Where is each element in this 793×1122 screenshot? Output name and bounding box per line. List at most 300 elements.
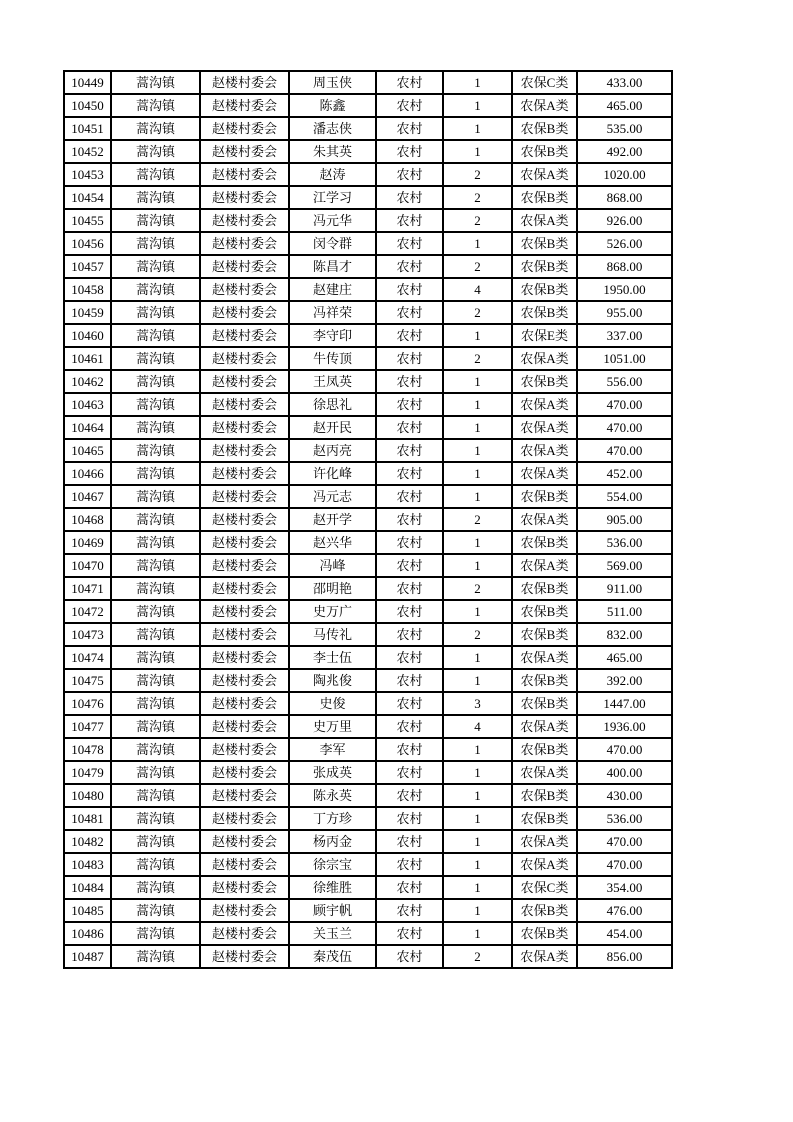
cell-insurance-type: 农保A类: [512, 853, 577, 876]
cell-insurance-type: 农保B类: [512, 278, 577, 301]
table-row: [64, 209, 672, 232]
cell-person-name: 史万广: [289, 600, 376, 623]
table-row: [64, 232, 672, 255]
cell-residence-type: 农村: [376, 945, 443, 968]
cell-village-committee: 赵楼村委会: [200, 278, 289, 301]
cell-residence-type: 农村: [376, 278, 443, 301]
cell-residence-type: 农村: [376, 186, 443, 209]
cell-person-count: 1: [443, 324, 512, 347]
cell-residence-type: 农村: [376, 646, 443, 669]
cell-insurance-type: 农保C类: [512, 71, 577, 94]
cell-residence-type: 农村: [376, 232, 443, 255]
cell-insurance-type: 农保B类: [512, 485, 577, 508]
table-row: [64, 462, 672, 485]
cell-person-name: 顾宇帆: [289, 899, 376, 922]
cell-person-name: 李守印: [289, 324, 376, 347]
cell-town: 蒿沟镇: [111, 186, 200, 209]
cell-residence-type: 农村: [376, 347, 443, 370]
table-row: [64, 715, 672, 738]
cell-person-count: 1: [443, 140, 512, 163]
cell-record-id: 10480: [64, 784, 111, 807]
cell-insurance-type: 农保A类: [512, 830, 577, 853]
cell-record-id: 10470: [64, 554, 111, 577]
cell-town: 蒿沟镇: [111, 301, 200, 324]
cell-residence-type: 农村: [376, 899, 443, 922]
cell-person-name: 赵建庄: [289, 278, 376, 301]
cell-person-count: 1: [443, 876, 512, 899]
cell-record-id: 10486: [64, 922, 111, 945]
table-row: [64, 186, 672, 209]
cell-amount: 470.00: [577, 439, 672, 462]
cell-residence-type: 农村: [376, 623, 443, 646]
cell-residence-type: 农村: [376, 439, 443, 462]
cell-amount: 856.00: [577, 945, 672, 968]
table-row: [64, 94, 672, 117]
cell-person-count: 1: [443, 462, 512, 485]
cell-town: 蒿沟镇: [111, 807, 200, 830]
cell-town: 蒿沟镇: [111, 899, 200, 922]
cell-insurance-type: 农保C类: [512, 876, 577, 899]
cell-residence-type: 农村: [376, 876, 443, 899]
table-row: [64, 784, 672, 807]
cell-town: 蒿沟镇: [111, 117, 200, 140]
table-row: [64, 899, 672, 922]
cell-town: 蒿沟镇: [111, 278, 200, 301]
cell-village-committee: 赵楼村委会: [200, 347, 289, 370]
cell-town: 蒿沟镇: [111, 577, 200, 600]
cell-person-count: 2: [443, 209, 512, 232]
cell-person-name: 闵令群: [289, 232, 376, 255]
cell-village-committee: 赵楼村委会: [200, 163, 289, 186]
table-row: [64, 71, 672, 94]
cell-person-name: 赵开民: [289, 416, 376, 439]
cell-village-committee: 赵楼村委会: [200, 554, 289, 577]
cell-record-id: 10483: [64, 853, 111, 876]
cell-person-name: 潘志侠: [289, 117, 376, 140]
table-row: [64, 255, 672, 278]
cell-person-count: 1: [443, 232, 512, 255]
cell-person-name: 徐思礼: [289, 393, 376, 416]
cell-record-id: 10453: [64, 163, 111, 186]
cell-person-count: 1: [443, 830, 512, 853]
cell-person-name: 秦茂伍: [289, 945, 376, 968]
cell-person-count: 1: [443, 485, 512, 508]
cell-person-name: 李士伍: [289, 646, 376, 669]
cell-person-name: 史俊: [289, 692, 376, 715]
cell-village-committee: 赵楼村委会: [200, 370, 289, 393]
table-row: [64, 577, 672, 600]
cell-town: 蒿沟镇: [111, 255, 200, 278]
cell-village-committee: 赵楼村委会: [200, 255, 289, 278]
cell-amount: 470.00: [577, 393, 672, 416]
insurance-roster-table: [63, 70, 673, 969]
cell-insurance-type: 农保A类: [512, 163, 577, 186]
cell-amount: 526.00: [577, 232, 672, 255]
cell-residence-type: 农村: [376, 255, 443, 278]
cell-record-id: 10454: [64, 186, 111, 209]
cell-insurance-type: 农保A类: [512, 439, 577, 462]
cell-insurance-type: 农保A类: [512, 761, 577, 784]
cell-person-count: 1: [443, 761, 512, 784]
cell-amount: 465.00: [577, 646, 672, 669]
cell-record-id: 10476: [64, 692, 111, 715]
table-row: [64, 485, 672, 508]
cell-village-committee: 赵楼村委会: [200, 623, 289, 646]
table-row: [64, 393, 672, 416]
cell-residence-type: 农村: [376, 922, 443, 945]
cell-record-id: 10460: [64, 324, 111, 347]
cell-amount: 868.00: [577, 186, 672, 209]
cell-person-count: 3: [443, 692, 512, 715]
cell-insurance-type: 农保B类: [512, 232, 577, 255]
cell-person-count: 1: [443, 784, 512, 807]
cell-village-committee: 赵楼村委会: [200, 577, 289, 600]
table-row: [64, 623, 672, 646]
cell-town: 蒿沟镇: [111, 945, 200, 968]
cell-residence-type: 农村: [376, 761, 443, 784]
cell-village-committee: 赵楼村委会: [200, 232, 289, 255]
cell-insurance-type: 农保B类: [512, 623, 577, 646]
table-row: [64, 669, 672, 692]
cell-village-committee: 赵楼村委会: [200, 830, 289, 853]
cell-town: 蒿沟镇: [111, 163, 200, 186]
cell-residence-type: 农村: [376, 117, 443, 140]
cell-residence-type: 农村: [376, 416, 443, 439]
cell-person-name: 朱其英: [289, 140, 376, 163]
cell-person-name: 陶兆俊: [289, 669, 376, 692]
cell-residence-type: 农村: [376, 485, 443, 508]
cell-amount: 511.00: [577, 600, 672, 623]
cell-residence-type: 农村: [376, 830, 443, 853]
cell-residence-type: 农村: [376, 71, 443, 94]
cell-person-count: 1: [443, 554, 512, 577]
cell-town: 蒿沟镇: [111, 784, 200, 807]
cell-amount: 470.00: [577, 853, 672, 876]
cell-residence-type: 农村: [376, 209, 443, 232]
cell-amount: 1051.00: [577, 347, 672, 370]
cell-insurance-type: 农保B类: [512, 255, 577, 278]
cell-village-committee: 赵楼村委会: [200, 646, 289, 669]
cell-insurance-type: 农保A类: [512, 554, 577, 577]
cell-amount: 536.00: [577, 531, 672, 554]
cell-town: 蒿沟镇: [111, 623, 200, 646]
cell-record-id: 10464: [64, 416, 111, 439]
cell-record-id: 10465: [64, 439, 111, 462]
cell-amount: 911.00: [577, 577, 672, 600]
cell-town: 蒿沟镇: [111, 761, 200, 784]
cell-amount: 470.00: [577, 416, 672, 439]
cell-residence-type: 农村: [376, 807, 443, 830]
table-row: [64, 692, 672, 715]
cell-residence-type: 农村: [376, 94, 443, 117]
cell-insurance-type: 农保A类: [512, 94, 577, 117]
cell-village-committee: 赵楼村委会: [200, 94, 289, 117]
cell-person-name: 赵涛: [289, 163, 376, 186]
cell-amount: 1936.00: [577, 715, 672, 738]
cell-amount: 832.00: [577, 623, 672, 646]
cell-amount: 337.00: [577, 324, 672, 347]
cell-record-id: 10485: [64, 899, 111, 922]
cell-town: 蒿沟镇: [111, 508, 200, 531]
cell-residence-type: 农村: [376, 462, 443, 485]
cell-record-id: 10452: [64, 140, 111, 163]
cell-person-count: 1: [443, 71, 512, 94]
cell-village-committee: 赵楼村委会: [200, 853, 289, 876]
cell-residence-type: 农村: [376, 508, 443, 531]
cell-village-committee: 赵楼村委会: [200, 416, 289, 439]
cell-person-count: 4: [443, 715, 512, 738]
cell-record-id: 10472: [64, 600, 111, 623]
cell-person-count: 2: [443, 255, 512, 278]
cell-village-committee: 赵楼村委会: [200, 439, 289, 462]
cell-amount: 470.00: [577, 830, 672, 853]
cell-record-id: 10451: [64, 117, 111, 140]
cell-person-name: 陈永英: [289, 784, 376, 807]
cell-amount: 492.00: [577, 140, 672, 163]
cell-person-count: 1: [443, 669, 512, 692]
table-row: [64, 600, 672, 623]
cell-town: 蒿沟镇: [111, 232, 200, 255]
cell-residence-type: 农村: [376, 531, 443, 554]
cell-insurance-type: 农保B类: [512, 140, 577, 163]
cell-person-count: 2: [443, 623, 512, 646]
cell-person-name: 史万里: [289, 715, 376, 738]
cell-amount: 554.00: [577, 485, 672, 508]
cell-person-name: 冯元志: [289, 485, 376, 508]
cell-insurance-type: 农保A类: [512, 393, 577, 416]
cell-town: 蒿沟镇: [111, 554, 200, 577]
cell-residence-type: 农村: [376, 715, 443, 738]
cell-record-id: 10475: [64, 669, 111, 692]
cell-town: 蒿沟镇: [111, 485, 200, 508]
cell-village-committee: 赵楼村委会: [200, 922, 289, 945]
cell-amount: 354.00: [577, 876, 672, 899]
cell-record-id: 10471: [64, 577, 111, 600]
cell-amount: 536.00: [577, 807, 672, 830]
table-row: [64, 140, 672, 163]
table-row: [64, 922, 672, 945]
cell-village-committee: 赵楼村委会: [200, 71, 289, 94]
table-row: [64, 853, 672, 876]
cell-person-name: 张成英: [289, 761, 376, 784]
cell-insurance-type: 农保A类: [512, 945, 577, 968]
cell-insurance-type: 农保B类: [512, 531, 577, 554]
cell-record-id: 10487: [64, 945, 111, 968]
cell-person-count: 1: [443, 853, 512, 876]
cell-amount: 535.00: [577, 117, 672, 140]
cell-insurance-type: 农保B类: [512, 738, 577, 761]
cell-town: 蒿沟镇: [111, 140, 200, 163]
table-row: [64, 117, 672, 140]
cell-town: 蒿沟镇: [111, 209, 200, 232]
cell-person-count: 1: [443, 94, 512, 117]
cell-village-committee: 赵楼村委会: [200, 117, 289, 140]
cell-record-id: 10459: [64, 301, 111, 324]
cell-town: 蒿沟镇: [111, 692, 200, 715]
cell-insurance-type: 农保B类: [512, 301, 577, 324]
cell-residence-type: 农村: [376, 577, 443, 600]
cell-person-name: 周玉侠: [289, 71, 376, 94]
cell-amount: 1447.00: [577, 692, 672, 715]
table-row: [64, 278, 672, 301]
cell-record-id: 10457: [64, 255, 111, 278]
cell-insurance-type: 农保A类: [512, 646, 577, 669]
cell-village-committee: 赵楼村委会: [200, 324, 289, 347]
cell-town: 蒿沟镇: [111, 393, 200, 416]
cell-town: 蒿沟镇: [111, 94, 200, 117]
cell-town: 蒿沟镇: [111, 462, 200, 485]
table-row: [64, 807, 672, 830]
table-row: [64, 761, 672, 784]
cell-person-count: 1: [443, 899, 512, 922]
cell-record-id: 10450: [64, 94, 111, 117]
cell-record-id: 10466: [64, 462, 111, 485]
cell-town: 蒿沟镇: [111, 922, 200, 945]
table-row: [64, 554, 672, 577]
cell-record-id: 10484: [64, 876, 111, 899]
cell-town: 蒿沟镇: [111, 669, 200, 692]
cell-amount: 1020.00: [577, 163, 672, 186]
cell-person-name: 陈鑫: [289, 94, 376, 117]
cell-person-name: 冯峰: [289, 554, 376, 577]
cell-person-count: 1: [443, 807, 512, 830]
cell-person-name: 赵丙亮: [289, 439, 376, 462]
cell-village-committee: 赵楼村委会: [200, 945, 289, 968]
cell-insurance-type: 农保A类: [512, 508, 577, 531]
cell-village-committee: 赵楼村委会: [200, 209, 289, 232]
cell-residence-type: 农村: [376, 600, 443, 623]
cell-insurance-type: 农保B类: [512, 807, 577, 830]
cell-town: 蒿沟镇: [111, 600, 200, 623]
cell-amount: 868.00: [577, 255, 672, 278]
cell-village-committee: 赵楼村委会: [200, 807, 289, 830]
cell-town: 蒿沟镇: [111, 439, 200, 462]
cell-residence-type: 农村: [376, 370, 443, 393]
table-row: [64, 945, 672, 968]
cell-town: 蒿沟镇: [111, 876, 200, 899]
table-row: [64, 738, 672, 761]
cell-record-id: 10462: [64, 370, 111, 393]
cell-amount: 433.00: [577, 71, 672, 94]
cell-residence-type: 农村: [376, 669, 443, 692]
cell-town: 蒿沟镇: [111, 531, 200, 554]
table-row: [64, 439, 672, 462]
cell-amount: 556.00: [577, 370, 672, 393]
cell-record-id: 10455: [64, 209, 111, 232]
cell-residence-type: 农村: [376, 163, 443, 186]
cell-record-id: 10456: [64, 232, 111, 255]
cell-record-id: 10468: [64, 508, 111, 531]
cell-town: 蒿沟镇: [111, 370, 200, 393]
cell-town: 蒿沟镇: [111, 715, 200, 738]
cell-insurance-type: 农保B类: [512, 784, 577, 807]
cell-insurance-type: 农保B类: [512, 117, 577, 140]
cell-amount: 476.00: [577, 899, 672, 922]
cell-amount: 926.00: [577, 209, 672, 232]
cell-person-name: 冯祥荣: [289, 301, 376, 324]
table-row: [64, 876, 672, 899]
cell-village-committee: 赵楼村委会: [200, 462, 289, 485]
cell-village-committee: 赵楼村委会: [200, 508, 289, 531]
cell-village-committee: 赵楼村委会: [200, 876, 289, 899]
cell-person-name: 牛传顶: [289, 347, 376, 370]
table-row: [64, 347, 672, 370]
cell-person-count: 2: [443, 577, 512, 600]
cell-town: 蒿沟镇: [111, 71, 200, 94]
cell-amount: 465.00: [577, 94, 672, 117]
cell-record-id: 10478: [64, 738, 111, 761]
cell-person-name: 冯元华: [289, 209, 376, 232]
table-row: [64, 301, 672, 324]
cell-town: 蒿沟镇: [111, 738, 200, 761]
cell-insurance-type: 农保A类: [512, 416, 577, 439]
cell-person-name: 马传礼: [289, 623, 376, 646]
cell-insurance-type: 农保B类: [512, 577, 577, 600]
cell-person-count: 1: [443, 416, 512, 439]
cell-record-id: 10461: [64, 347, 111, 370]
cell-person-count: 1: [443, 370, 512, 393]
cell-person-name: 徐宗宝: [289, 853, 376, 876]
cell-person-name: 许化峰: [289, 462, 376, 485]
cell-insurance-type: 农保B类: [512, 370, 577, 393]
cell-insurance-type: 农保B类: [512, 669, 577, 692]
cell-person-count: 2: [443, 508, 512, 531]
cell-person-count: 1: [443, 439, 512, 462]
cell-insurance-type: 农保A类: [512, 209, 577, 232]
cell-record-id: 10473: [64, 623, 111, 646]
cell-village-committee: 赵楼村委会: [200, 485, 289, 508]
table-row: [64, 646, 672, 669]
cell-person-count: 2: [443, 301, 512, 324]
cell-person-name: 徐维胜: [289, 876, 376, 899]
cell-amount: 452.00: [577, 462, 672, 485]
cell-village-committee: 赵楼村委会: [200, 301, 289, 324]
cell-residence-type: 农村: [376, 692, 443, 715]
cell-record-id: 10449: [64, 71, 111, 94]
cell-village-committee: 赵楼村委会: [200, 761, 289, 784]
cell-person-name: 杨丙金: [289, 830, 376, 853]
cell-person-name: 关玉兰: [289, 922, 376, 945]
cell-village-committee: 赵楼村委会: [200, 393, 289, 416]
cell-town: 蒿沟镇: [111, 853, 200, 876]
cell-village-committee: 赵楼村委会: [200, 899, 289, 922]
cell-record-id: 10469: [64, 531, 111, 554]
cell-person-count: 2: [443, 186, 512, 209]
cell-amount: 955.00: [577, 301, 672, 324]
cell-town: 蒿沟镇: [111, 324, 200, 347]
cell-residence-type: 农村: [376, 784, 443, 807]
table-row: [64, 531, 672, 554]
cell-person-name: 邵明艳: [289, 577, 376, 600]
cell-person-count: 4: [443, 278, 512, 301]
cell-village-committee: 赵楼村委会: [200, 531, 289, 554]
cell-person-count: 2: [443, 945, 512, 968]
cell-person-count: 1: [443, 531, 512, 554]
cell-record-id: 10463: [64, 393, 111, 416]
cell-person-count: 1: [443, 922, 512, 945]
cell-person-count: 1: [443, 393, 512, 416]
table-row: [64, 830, 672, 853]
cell-person-count: 2: [443, 347, 512, 370]
cell-residence-type: 农村: [376, 853, 443, 876]
cell-person-count: 1: [443, 738, 512, 761]
cell-insurance-type: 农保B类: [512, 922, 577, 945]
cell-person-count: 2: [443, 163, 512, 186]
cell-residence-type: 农村: [376, 738, 443, 761]
cell-residence-type: 农村: [376, 554, 443, 577]
cell-insurance-type: 农保A类: [512, 347, 577, 370]
table-row: [64, 324, 672, 347]
